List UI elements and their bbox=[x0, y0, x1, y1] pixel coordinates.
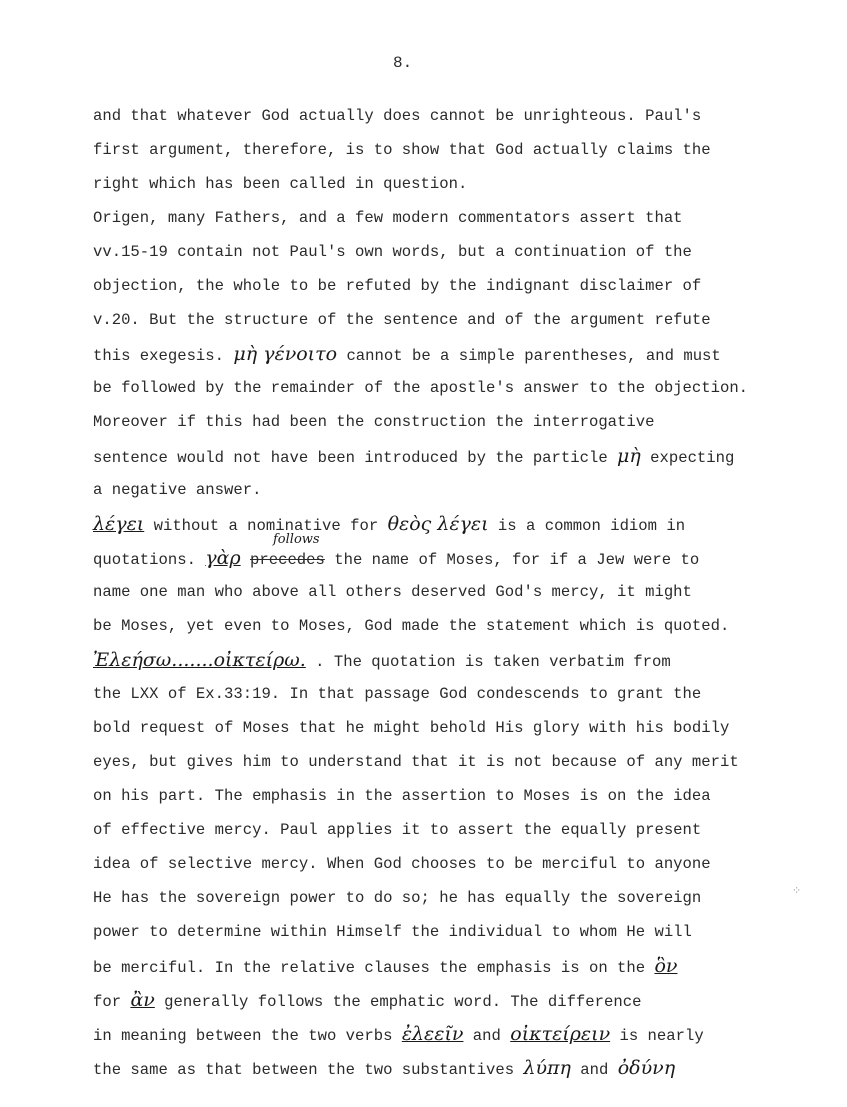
text-line: and that whatever God actually does cannot be unrighteous. Paul's bbox=[93, 107, 702, 125]
text-line: this exegesis. μὴ γένοιτο cannot be a simple parentheses, and must bbox=[93, 343, 721, 365]
text-line: right which has been called in question. bbox=[93, 175, 468, 193]
greek-phrase: ἐλεεῖν bbox=[401, 1023, 464, 1045]
greek-phrase: Ἐλεήσω.......οἰκτείρω. bbox=[93, 649, 306, 671]
struck-word: precedes bbox=[250, 551, 325, 569]
text-line: on his part. The emphasis in the assertion to Moses is on the idea bbox=[93, 787, 711, 805]
text-line: be merciful. In the relative clauses the emphasis is on the ὃν bbox=[93, 955, 678, 977]
text-line: bold request of Moses that he might behold His glory with his bodily bbox=[93, 719, 730, 737]
text-line: v.20. But the structure of the sentence and of the argument refute bbox=[93, 311, 711, 329]
text-line: sentence would not have been introduced by the particle μὴ expecting bbox=[93, 445, 735, 467]
text-line: for ἂν generally follows the emphatic word. The difference bbox=[93, 989, 642, 1011]
greek-phrase: ὃν bbox=[654, 955, 678, 977]
greek-phrase: ὀδύνη bbox=[617, 1057, 676, 1079]
greek-phrase: λέγει bbox=[93, 513, 145, 535]
text-line: be Moses, yet even to Moses, God made the statement which is quoted. bbox=[93, 617, 730, 635]
greek-phrase: μὴ γένοιτο bbox=[233, 343, 338, 365]
greek-phrase: λύπη bbox=[523, 1057, 571, 1079]
text-line: first argument, therefore, is to show that God actually claims the bbox=[93, 141, 711, 159]
text-line: Origen, many Fathers, and a few modern commentators assert that bbox=[93, 209, 683, 227]
text-line: objection, the whole to be refuted by the indignant disclaimer of bbox=[93, 277, 702, 295]
text-line: a negative answer. bbox=[93, 481, 262, 499]
text-line: name one man who above all others deserved God's mercy, it might bbox=[93, 583, 692, 601]
text-line: the LXX of Ex.33:19. In that passage God condescends to grant the bbox=[93, 685, 702, 703]
scan-speck: ⁘ bbox=[792, 886, 802, 898]
text-line: idea of selective mercy. When God chooses to be merciful to anyone bbox=[93, 855, 711, 873]
greek-phrase: γὰρ bbox=[205, 547, 241, 569]
greek-phrase: οἰκτείρειν bbox=[510, 1023, 611, 1045]
text-line: He has the sovereign power to do so; he has equally the sovereign bbox=[93, 889, 702, 907]
text-line: in meaning between the two verbs ἐλεεῖν and οἰκτείρειν is nearly bbox=[93, 1023, 704, 1045]
text-line: quotations. γὰρ precedes the name of Moses, for if a Jew were to bbox=[93, 547, 700, 569]
text-line: be followed by the remainder of the apostle's answer to the objection. bbox=[93, 379, 749, 397]
text-line: the same as that between the two substantives λύπη and ὀδύνη bbox=[93, 1057, 676, 1079]
text-line: of effective mercy. Paul applies it to assert the equally present bbox=[93, 821, 702, 839]
greek-phrase: ἂν bbox=[130, 989, 155, 1011]
text-line: vv.15-19 contain not Paul's own words, but a continuation of the bbox=[93, 243, 692, 261]
text-line: Ἐλεήσω.......οἰκτείρω. . The quotation is taken verbatim from bbox=[93, 649, 671, 671]
text-line: power to determine within Himself the individual to whom He will bbox=[93, 923, 692, 941]
greek-phrase: θεὸς λέγει bbox=[387, 513, 489, 535]
page-number: 8. bbox=[393, 54, 413, 72]
text-line: λέγει without a nominative for θεὸς λέγει is a common idiom in bbox=[93, 513, 686, 535]
text-line: eyes, but gives him to understand that it is not because of any merit bbox=[93, 753, 739, 771]
greek-phrase: μὴ bbox=[617, 445, 641, 467]
text-line: Moreover if this had been the construction the interrogative bbox=[93, 413, 655, 431]
handwritten-correction: follows bbox=[273, 532, 320, 547]
